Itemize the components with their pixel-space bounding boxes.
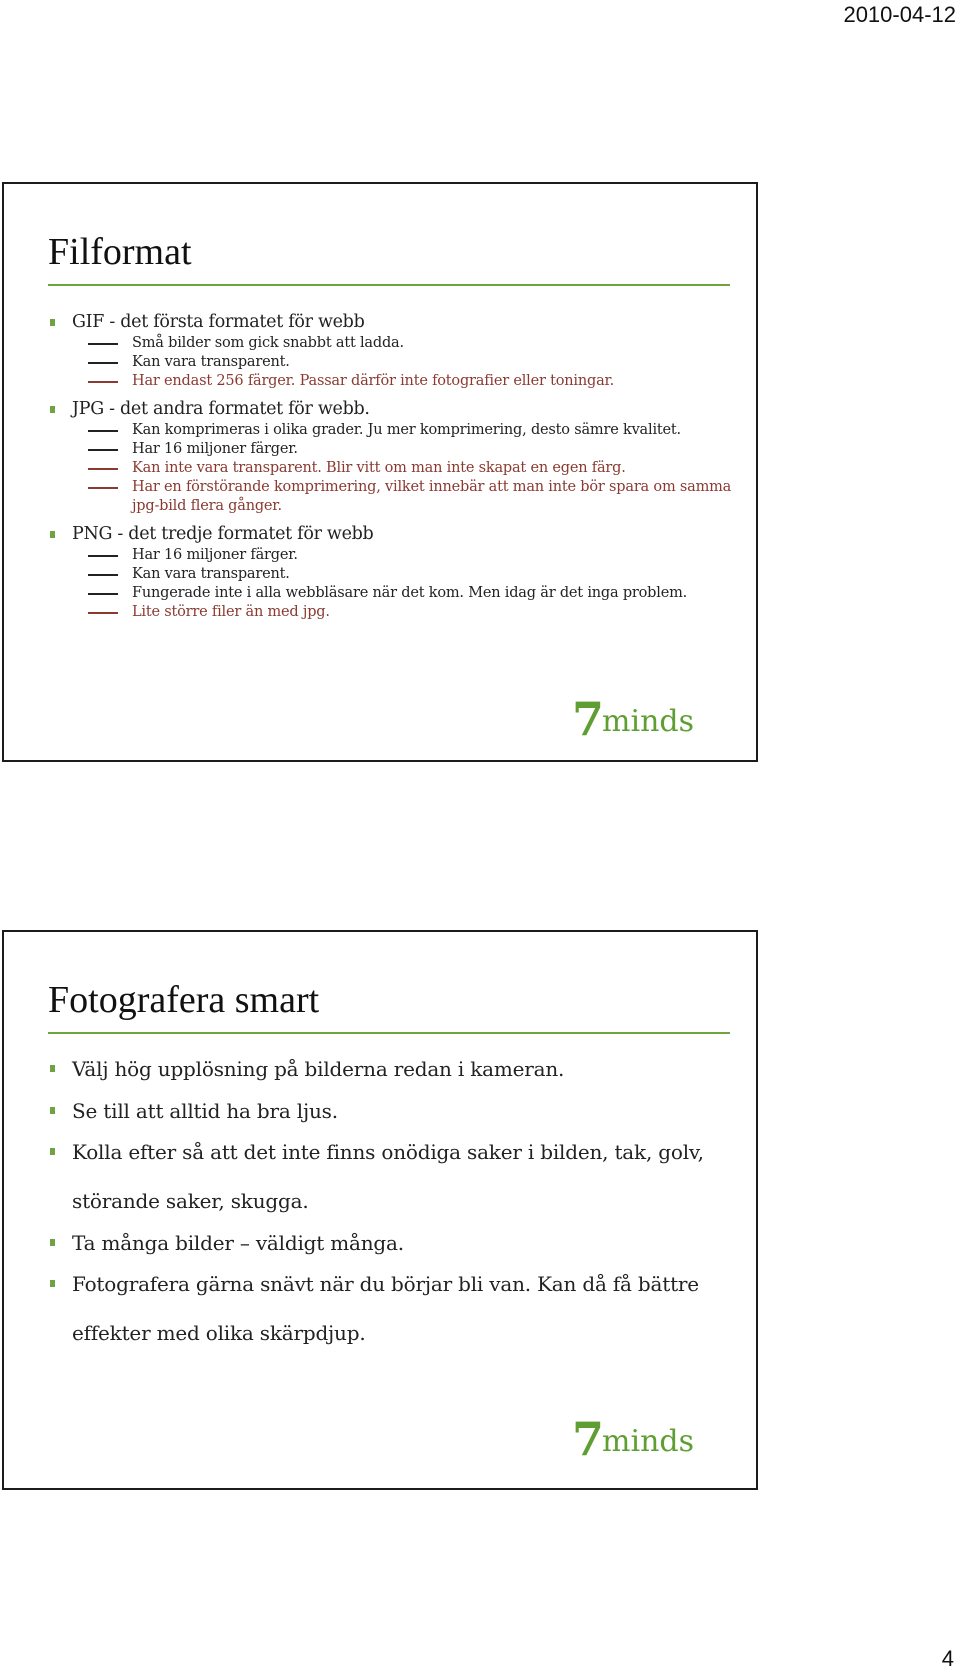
sub-text: Kan vara transparent. <box>132 566 290 582</box>
square-bullet-icon <box>50 406 55 413</box>
sub-text: Kan komprimeras i olika grader. Ju mer komprimering, desto sämre kvalitet. <box>132 422 681 438</box>
sub-text: Fungerade inte i alla webbläsare när det kom. Men idag är det inga problem. <box>132 585 688 601</box>
square-bullet-icon <box>50 319 55 326</box>
square-bullet-icon <box>50 1239 55 1246</box>
sub-text: Kan vara transparent. <box>132 354 290 370</box>
sub-item <box>72 334 738 353</box>
logo-seven: 7 <box>572 1412 603 1466</box>
dash-bullet-icon <box>88 343 118 345</box>
square-bullet-icon <box>50 1280 55 1287</box>
dash-bullet-icon <box>88 593 118 595</box>
logo-word: minds <box>602 704 694 739</box>
bullet-text: Kolla efter så att det inte finns onödiga saker i bilden, tak, golv, störande saker, skugga. <box>72 1140 704 1213</box>
slide-title: Filformat <box>48 231 192 273</box>
bullet-item <box>48 1054 738 1084</box>
bullet-text: PNG - det tredje formatet för webb <box>72 524 374 544</box>
bullet-list <box>48 1054 738 1360</box>
bullet-text: Välj hög upplösning på bilderna redan i kameran. <box>72 1057 565 1081</box>
bullet-text: Ta många bilder – väldigt många. <box>72 1231 404 1255</box>
sub-item <box>72 459 738 478</box>
bullet-text: JPG - det andra formatet för webb. <box>72 399 370 419</box>
dash-bullet-icon <box>88 430 118 432</box>
sub-text: Små bilder som gick snabbt att ladda. <box>132 335 404 351</box>
bullet-text: GIF - det första formatet för webb <box>72 312 365 332</box>
bullet-text: Se till att alltid ha bra ljus. <box>72 1099 338 1123</box>
bullet-gif <box>48 310 738 391</box>
slide-title: Fotografera smart <box>48 979 320 1021</box>
bullet-item <box>48 1128 738 1226</box>
sub-item <box>72 565 738 584</box>
dash-bullet-icon <box>88 468 118 470</box>
dash-bullet-icon <box>88 362 118 364</box>
sub-list <box>72 421 738 516</box>
square-bullet-icon <box>50 1065 55 1072</box>
sub-list <box>72 546 738 622</box>
dash-bullet-icon <box>88 574 118 576</box>
dash-bullet-icon <box>88 449 118 451</box>
title-underline <box>48 1032 730 1034</box>
sub-list <box>72 334 738 391</box>
sub-text: Kan inte vara transparent. Blir vitt om man inte skapat en egen färg. <box>132 460 626 476</box>
slide-fotografera-smart <box>2 930 758 1490</box>
page-date: 2010-04-12 <box>843 2 956 27</box>
bullet-jpg <box>48 397 738 516</box>
dash-bullet-icon <box>88 555 118 557</box>
dash-bullet-icon <box>88 612 118 614</box>
7minds-logo <box>572 692 694 746</box>
logo-seven: 7 <box>572 692 603 746</box>
bullet-list <box>48 304 738 622</box>
slide-filformat <box>2 182 758 762</box>
square-bullet-icon <box>50 1107 55 1114</box>
bullet-item <box>48 1228 738 1258</box>
sub-item <box>72 372 738 391</box>
square-bullet-icon <box>50 531 55 538</box>
bullet-text: Fotografera gärna snävt när du börjar bli van. Kan då få bättre effekter med olika skärpdjup. <box>72 1272 699 1345</box>
sub-item <box>72 421 738 440</box>
sub-text: Lite större filer än med jpg. <box>132 604 330 620</box>
sub-item <box>72 353 738 372</box>
sub-item <box>72 603 738 622</box>
sub-text: Har 16 miljoner färger. <box>132 441 298 457</box>
sub-item <box>72 546 738 565</box>
bullet-item <box>48 1096 738 1126</box>
title-underline <box>48 284 730 286</box>
sub-item <box>72 584 738 603</box>
sub-item <box>72 440 738 459</box>
bullet-png <box>48 522 738 622</box>
dash-bullet-icon <box>88 381 118 383</box>
7minds-logo <box>572 1412 694 1466</box>
sub-item <box>72 478 738 516</box>
sub-text: Har endast 256 färger. Passar därför inte fotografier eller toningar. <box>132 373 615 389</box>
page-number: 4 <box>941 1646 954 1671</box>
bullet-item <box>48 1260 738 1358</box>
square-bullet-icon <box>50 1148 55 1155</box>
sub-text: Har 16 miljoner färger. <box>132 547 298 563</box>
dash-bullet-icon <box>88 487 118 489</box>
logo-word: minds <box>602 1424 694 1459</box>
sub-text: Har en förstörande komprimering, vilket innebär att man inte bör spara om samma jpg-bild flera gånger. <box>132 479 732 514</box>
